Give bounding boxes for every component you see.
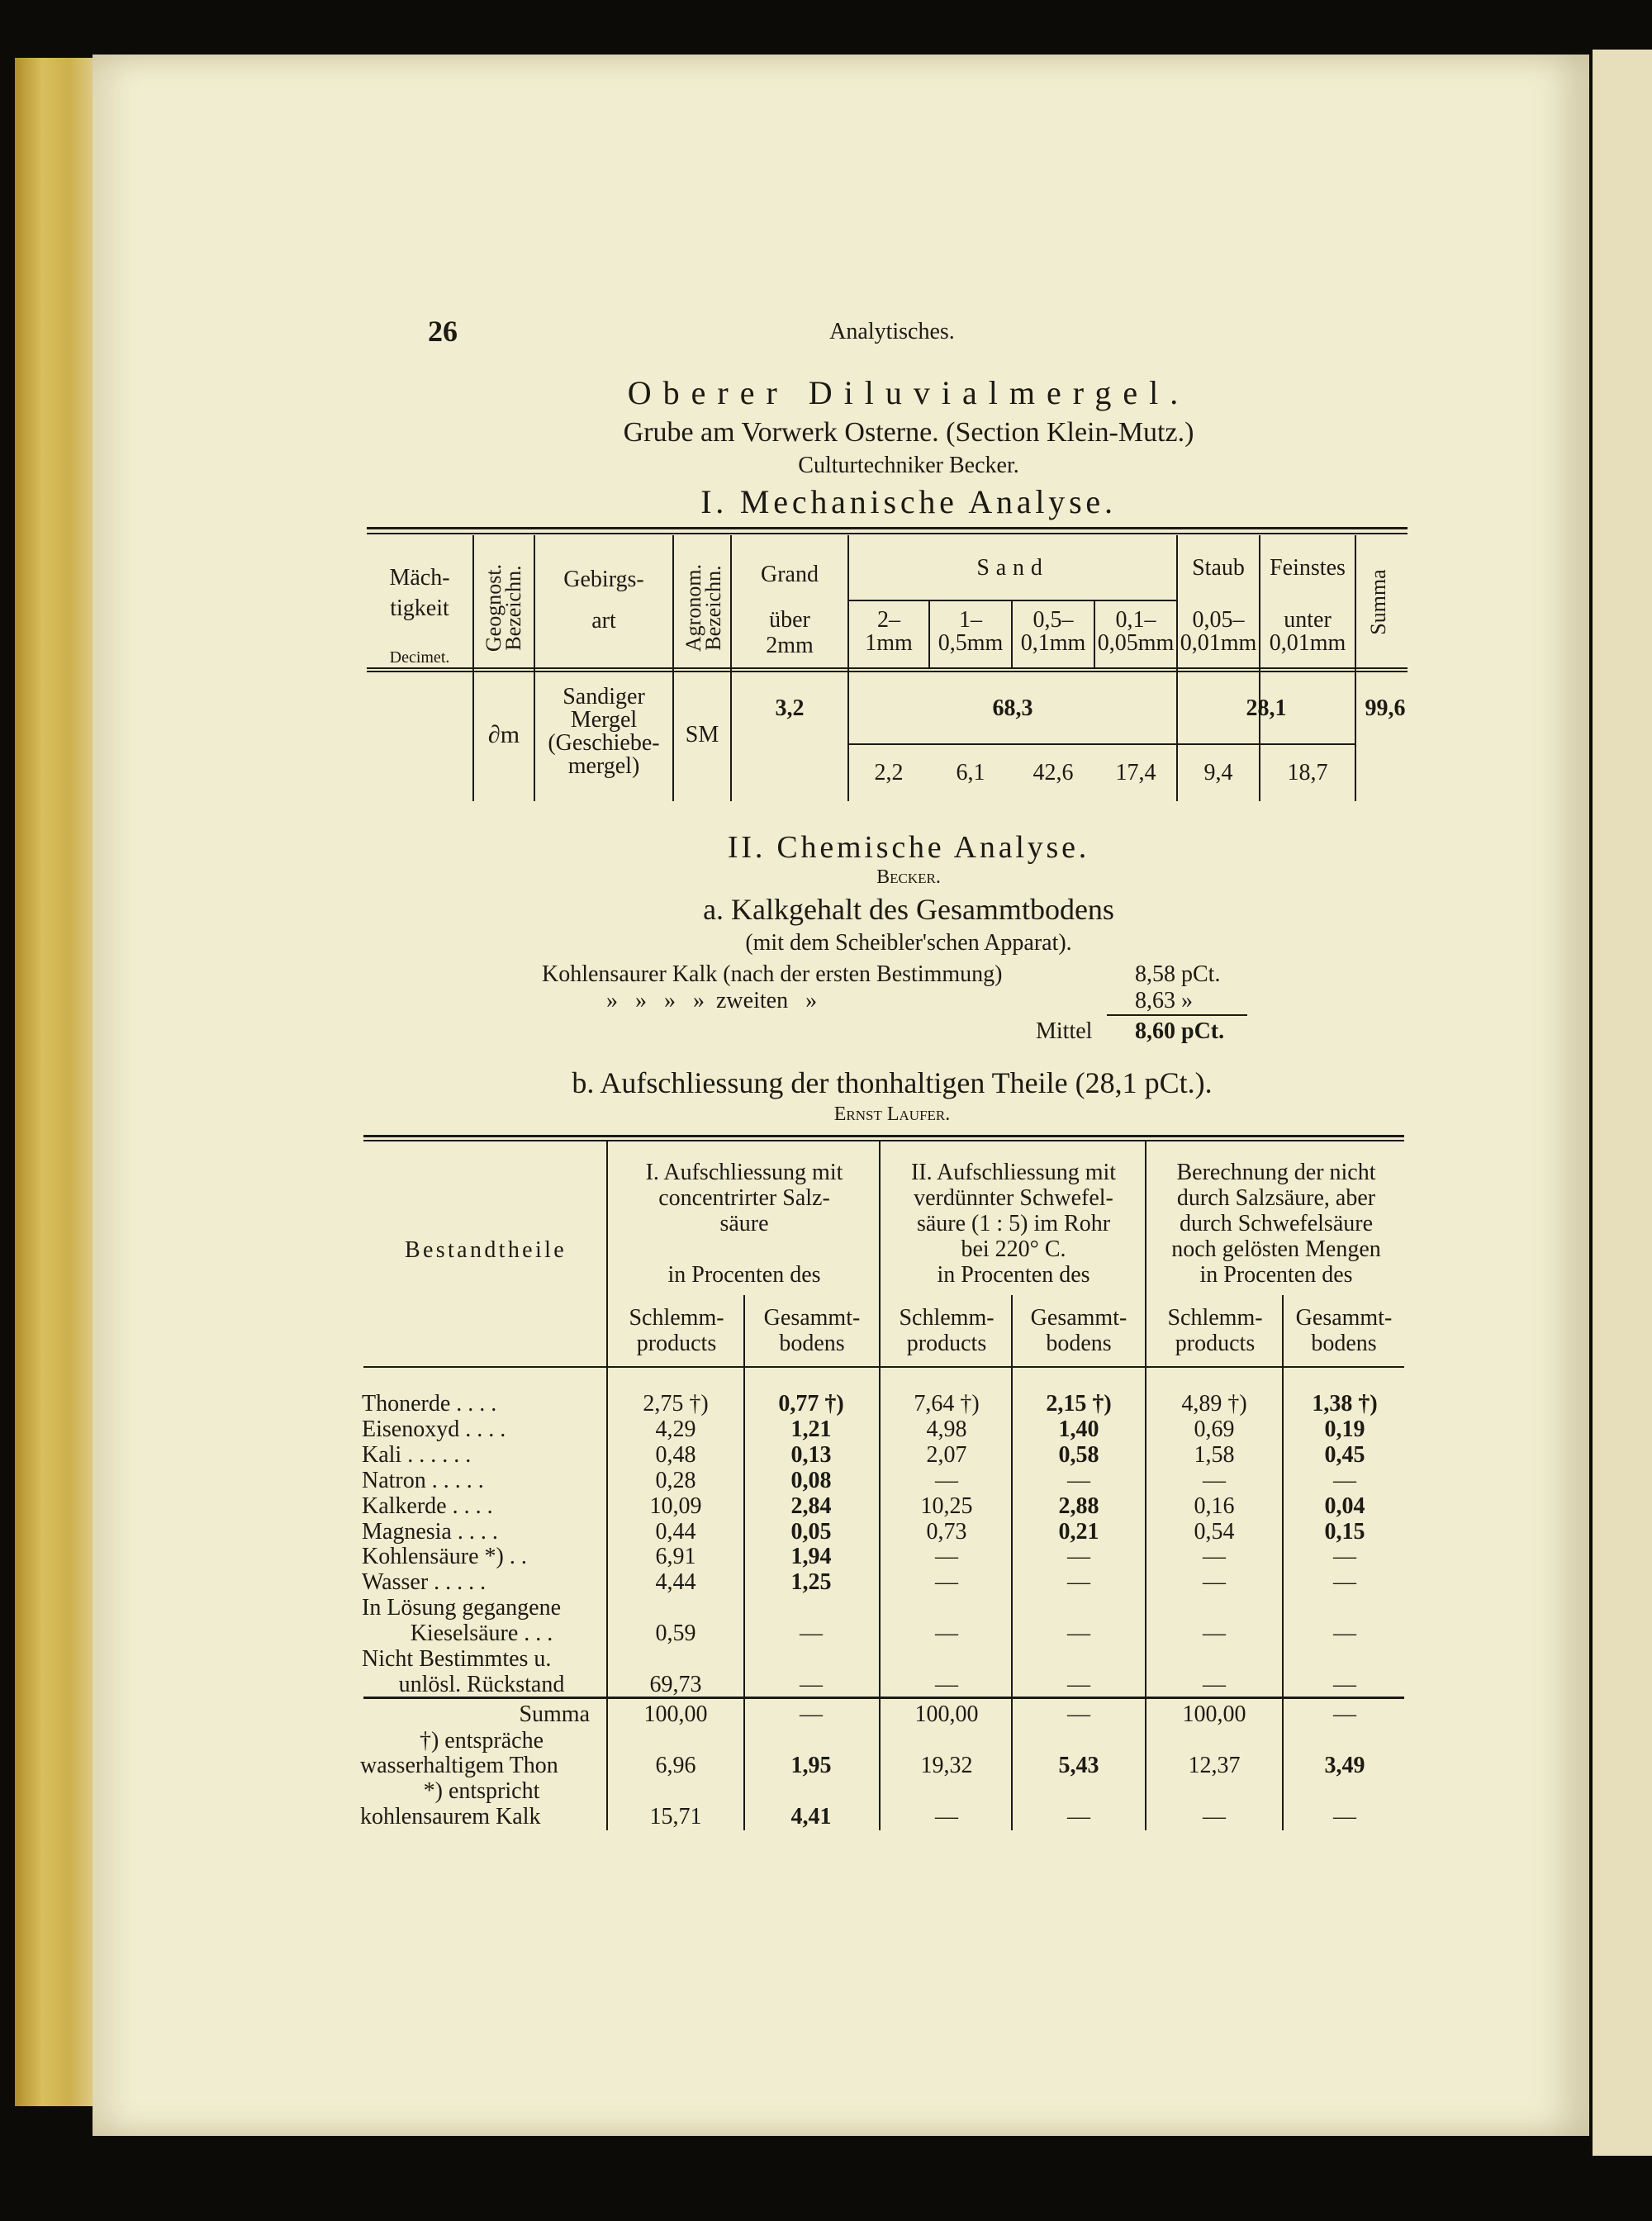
table-cell: 0,04 bbox=[1324, 1493, 1365, 1519]
kalk-mittel-value: 8,60 pCt. bbox=[1135, 1018, 1225, 1044]
cell-sand-2: 6,1 bbox=[956, 760, 985, 785]
row-label: In Lösung gegangene bbox=[362, 1595, 562, 1621]
footnote-cell: — bbox=[935, 1804, 958, 1829]
footnote-cell: 4,41 bbox=[790, 1804, 832, 1829]
cell-grand: 3,2 bbox=[775, 695, 805, 721]
table-cell: — bbox=[1333, 1467, 1356, 1493]
footnote-label: kohlensaurem Kalk bbox=[360, 1804, 541, 1829]
cell-feinstes: 18,7 bbox=[1287, 760, 1328, 785]
table-cell: 2,75 †) bbox=[643, 1391, 709, 1417]
table-cell: 4,29 bbox=[655, 1416, 696, 1442]
rule bbox=[363, 1135, 1404, 1137]
col-divider bbox=[1145, 1141, 1146, 1830]
table-cell: 0,16 bbox=[1194, 1493, 1235, 1519]
footnote-cell: — bbox=[1067, 1804, 1090, 1829]
table-cell: 2,88 bbox=[1058, 1493, 1099, 1519]
footnote-label: wasserhaltigem Thon bbox=[360, 1753, 558, 1778]
table-cell: 0,28 bbox=[655, 1467, 696, 1493]
table-cell: 4,98 bbox=[926, 1416, 967, 1442]
document-subtitle: Grube am Vorwerk Osterne. (Section Klein-Mutz.) bbox=[623, 417, 1194, 448]
summa-cell: 100,00 bbox=[914, 1701, 979, 1727]
table-cell: — bbox=[1203, 1621, 1226, 1647]
header-sand-1-05mm: 1– 0,5mm bbox=[938, 607, 1004, 656]
footnote-cell: 6,96 bbox=[655, 1753, 696, 1778]
footnote-cell: 19,32 bbox=[920, 1753, 973, 1778]
header-bestandtheile: Bestandtheile bbox=[404, 1237, 567, 1263]
header-gebirgs: Gebirgs- bbox=[563, 567, 644, 592]
table-cell: 0,73 bbox=[926, 1518, 967, 1545]
footnote-cell: 15,71 bbox=[649, 1804, 702, 1829]
table-cell: — bbox=[935, 1621, 958, 1647]
analyst-name: Culturtechniker Becker. bbox=[798, 453, 1019, 478]
running-head: Analytisches. bbox=[829, 319, 955, 344]
table-cell: — bbox=[935, 1544, 958, 1570]
footnote-label: †) entspräche bbox=[419, 1728, 544, 1754]
table-cell: — bbox=[1333, 1569, 1356, 1596]
table-cell: 1,58 bbox=[1194, 1441, 1235, 1468]
footnote-cell: 5,43 bbox=[1058, 1753, 1099, 1778]
summa-label: Summa bbox=[519, 1701, 590, 1727]
table-cell: 0,69 bbox=[1194, 1416, 1235, 1442]
table-cell: 0,77 †) bbox=[778, 1391, 844, 1417]
table-cell: 0,13 bbox=[790, 1441, 832, 1468]
table-cell: 2,07 bbox=[926, 1441, 967, 1468]
summa-cell: 100,00 bbox=[643, 1701, 708, 1727]
row-label: Nicht Bestimmtes u. bbox=[362, 1646, 552, 1672]
table-cell: — bbox=[1333, 1621, 1356, 1647]
header-summa: Summa bbox=[1366, 569, 1390, 635]
table-cell: 0,54 bbox=[1194, 1518, 1235, 1545]
footnote-cell: — bbox=[1203, 1804, 1226, 1829]
table-cell: 4,89 †) bbox=[1181, 1391, 1247, 1417]
header-sand-01-005mm: 0,1– 0,05mm bbox=[1097, 607, 1175, 656]
kalk-line1-label: Kohlensaurer Kalk (nach der ersten Bestimmung) bbox=[542, 961, 1003, 987]
header-schlemm-1: Schlemm- products bbox=[629, 1305, 724, 1356]
cell-sand-1: 2,2 bbox=[874, 760, 904, 785]
row-label: Kieselsäure . . . bbox=[410, 1621, 553, 1647]
table-cell: 4,44 bbox=[655, 1569, 696, 1596]
table-cell: — bbox=[800, 1621, 823, 1647]
col-divider bbox=[672, 535, 674, 801]
section-2a-note: (mit dem Scheibler'schen Apparat). bbox=[745, 930, 1072, 956]
header-art: art bbox=[591, 608, 616, 634]
table-cell: — bbox=[1067, 1569, 1090, 1596]
table-cell: 6,91 bbox=[655, 1544, 696, 1570]
footnote-cell: 12,37 bbox=[1188, 1753, 1241, 1778]
header-agronom: Agronom. Bezeichn. bbox=[681, 563, 725, 653]
kalk-mittel-label: Mittel bbox=[1036, 1018, 1093, 1044]
summa-cell: — bbox=[800, 1701, 823, 1727]
header-staub-range: 0,05– 0,01mm bbox=[1180, 607, 1257, 656]
fine-subrow-rule bbox=[1176, 743, 1355, 745]
header-sand-05-01mm: 0,5– 0,1mm bbox=[1020, 607, 1086, 656]
cell-agronom: SM bbox=[685, 722, 719, 747]
analyst-becker: Becker. bbox=[876, 866, 941, 888]
table-cell: — bbox=[1203, 1467, 1226, 1493]
page-number: 26 bbox=[428, 315, 458, 348]
footnote-cell: 3,49 bbox=[1324, 1753, 1365, 1778]
row-label: unlösl. Rückstand bbox=[398, 1671, 565, 1697]
summa-cell: — bbox=[1067, 1701, 1090, 1727]
table-cell: — bbox=[935, 1569, 958, 1596]
table-cell: 1,40 bbox=[1058, 1416, 1099, 1442]
rule bbox=[367, 527, 1408, 529]
table-cell: 1,38 †) bbox=[1312, 1391, 1378, 1417]
header-decimet: Decimet. bbox=[389, 648, 450, 667]
table-cell: — bbox=[1067, 1467, 1090, 1493]
row-label: Eisenoxyd . . . . bbox=[362, 1416, 506, 1442]
cell-gebirgsart: Sandiger Mergel (Geschiebe- mergel) bbox=[548, 684, 660, 779]
table-cell: 1,25 bbox=[790, 1569, 832, 1596]
table-cell: 2,15 †) bbox=[1046, 1391, 1112, 1417]
table-cell: — bbox=[935, 1467, 958, 1493]
table-cell: 0,45 bbox=[1324, 1441, 1365, 1468]
table-cell: — bbox=[935, 1671, 958, 1697]
header-group2: II. Aufschliessung mit verdünnter Schwefel- säure (1 : 5) im Rohr bei 220° C. in Procenten des bbox=[910, 1160, 1117, 1288]
row-label: Magnesia . . . . bbox=[362, 1518, 498, 1545]
sum-rule bbox=[1107, 1014, 1247, 1016]
section-heading-mechanical: I. Mechanische Analyse. bbox=[700, 483, 1117, 520]
header-staub: Staub bbox=[1192, 555, 1245, 581]
analyst-laufer: Ernst Laufer. bbox=[833, 1103, 951, 1125]
footnote-cell: — bbox=[1333, 1804, 1356, 1829]
table-cell: 0,05 bbox=[790, 1518, 832, 1545]
table-cell: — bbox=[1067, 1544, 1090, 1570]
table-cell: 0,21 bbox=[1058, 1518, 1099, 1545]
table-cell: 0,08 bbox=[790, 1467, 832, 1493]
header-gesammt-3: Gesammt- bodens bbox=[1295, 1305, 1393, 1356]
header-feinstes: Feinstes bbox=[1270, 555, 1346, 581]
header-grand-ueber: über bbox=[769, 607, 810, 633]
document-title: Oberer Diluvialmergel. bbox=[627, 374, 1190, 411]
header-maechtigkeit: Mäch- bbox=[389, 565, 450, 591]
header-group1: I. Aufschliessung mit concentrirter Salz- säure in Procenten des bbox=[645, 1160, 843, 1288]
cell-summa: 99,6 bbox=[1365, 695, 1406, 721]
table-cell: — bbox=[1203, 1671, 1226, 1697]
header-grand: Grand bbox=[761, 562, 819, 587]
rule bbox=[367, 533, 1408, 534]
table-cell: — bbox=[1067, 1671, 1090, 1697]
table-cell: — bbox=[1333, 1544, 1356, 1570]
table-cell: — bbox=[1333, 1671, 1356, 1697]
table-cell: — bbox=[1203, 1544, 1226, 1570]
header-sand-2-1mm: 2– 1mm bbox=[865, 607, 913, 656]
kalk-line1-value: 8,58 pCt. bbox=[1135, 961, 1221, 987]
table-cell: 69,73 bbox=[649, 1671, 702, 1697]
row-label: Kali . . . . . . bbox=[362, 1441, 472, 1468]
header-geognost: Geognost. Bezeichn. bbox=[482, 563, 525, 653]
rule bbox=[363, 1366, 1404, 1368]
cell-sand-3: 42,6 bbox=[1032, 760, 1074, 785]
sand-subrow-rule bbox=[847, 743, 1178, 745]
summa-cell: — bbox=[1333, 1701, 1356, 1727]
kalk-line2-value: 8,63 » bbox=[1135, 988, 1193, 1013]
cell-sand-4: 17,4 bbox=[1115, 760, 1156, 785]
col-divider bbox=[730, 535, 732, 801]
table-cell: — bbox=[800, 1671, 823, 1697]
table-cell: 7,64 †) bbox=[914, 1391, 980, 1417]
header-sand: Sand bbox=[976, 555, 1049, 581]
section-heading-chemical: II. Chemische Analyse. bbox=[727, 830, 1090, 865]
table-cell: 10,25 bbox=[920, 1493, 973, 1519]
table-cell: 0,59 bbox=[655, 1621, 696, 1647]
table-cell: 1,94 bbox=[790, 1544, 832, 1570]
col-divider bbox=[606, 1141, 608, 1830]
table-cell: 0,15 bbox=[1324, 1518, 1365, 1545]
col-divider bbox=[1355, 535, 1356, 801]
table-cell: — bbox=[1203, 1569, 1226, 1596]
section-2a-heading: a. Kalkgehalt des Gesammtbodens bbox=[703, 893, 1114, 926]
table-cell: — bbox=[1067, 1621, 1090, 1647]
sand-subheader-rule bbox=[847, 600, 1178, 601]
table-cell: 0,58 bbox=[1058, 1441, 1099, 1468]
cell-staub: 9,4 bbox=[1203, 760, 1233, 785]
header-gesammt-2: Gesammt- bodens bbox=[1030, 1305, 1127, 1356]
row-label: Kohlensäure *) . . bbox=[362, 1544, 527, 1570]
summa-cell: 100,00 bbox=[1182, 1701, 1246, 1727]
footnote-cell: 1,95 bbox=[790, 1753, 832, 1778]
table-cell: 0,48 bbox=[655, 1441, 696, 1468]
header-schlemm-2: Schlemm- products bbox=[899, 1305, 995, 1356]
table-cell: 0,44 bbox=[655, 1518, 696, 1545]
cell-geognost: ∂m bbox=[487, 721, 520, 748]
header-group3: Berechnung der nicht durch Salzsäure, aber durch Schwefelsäure noch gelösten Mengen in Procenten des bbox=[1171, 1160, 1381, 1288]
kalk-line2-label: » » » » zweiten » bbox=[606, 988, 818, 1013]
rule bbox=[363, 1140, 1404, 1141]
table-cell: 0,19 bbox=[1324, 1416, 1365, 1442]
header-schlemm-3: Schlemm- products bbox=[1167, 1305, 1263, 1356]
header-feinstes-range: unter 0,01mm bbox=[1269, 607, 1346, 656]
header-tigkeit: tigkeit bbox=[390, 596, 449, 621]
table-cell: 1,21 bbox=[790, 1416, 832, 1442]
header-gesammt-1: Gesammt- bodens bbox=[763, 1305, 861, 1356]
row-label: Natron . . . . . bbox=[362, 1467, 484, 1493]
cell-sand-total: 68,3 bbox=[992, 695, 1033, 721]
header-grand-2mm: 2mm bbox=[766, 633, 814, 658]
row-label: Thonerde . . . . bbox=[362, 1391, 497, 1417]
row-label: Wasser . . . . . bbox=[362, 1569, 487, 1596]
cell-fein-total: 28,1 bbox=[1246, 695, 1287, 721]
section-2b-heading: b. Aufschliessung der thonhaltigen Theile (28,1 pCt.). bbox=[572, 1066, 1213, 1099]
footnote-label: *) entspricht bbox=[423, 1778, 540, 1804]
col-divider bbox=[472, 535, 474, 801]
table-cell: 10,09 bbox=[649, 1493, 702, 1519]
row-label: Kalkerde . . . . bbox=[362, 1493, 493, 1519]
facing-page-edge bbox=[1593, 50, 1652, 2156]
col-divider bbox=[534, 535, 535, 801]
table-cell: 2,84 bbox=[790, 1493, 832, 1519]
